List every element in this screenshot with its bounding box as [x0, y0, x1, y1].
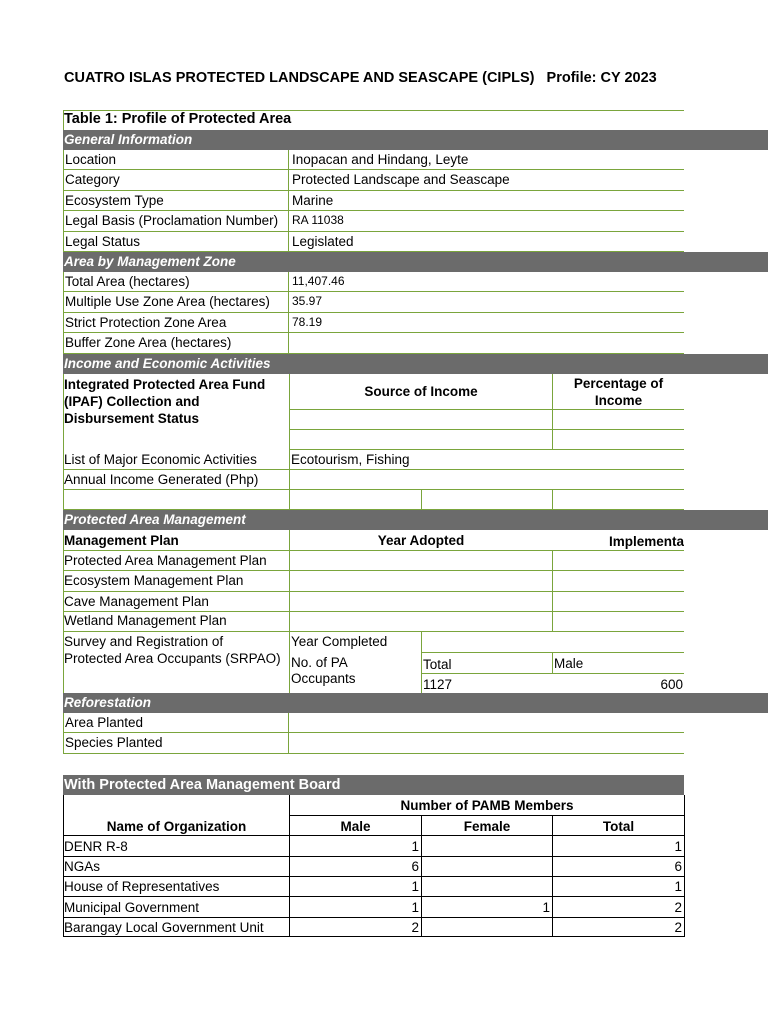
general-info-label: Ecosystem Type	[65, 192, 164, 208]
plan-row: Protected Area Management Plan	[64, 553, 267, 568]
pamb-total: 1	[674, 839, 682, 854]
general-info-label: Location	[65, 152, 117, 167]
general-info-value: Protected Landscape and Seascape	[292, 172, 510, 188]
general-info-label: Legal Status	[65, 233, 141, 249]
plan-row: Ecosystem Management Plan	[64, 573, 244, 588]
occupants-label-line2: Occupants	[291, 671, 356, 686]
zone-area-label: Multiple Use Zone Area (hectares)	[65, 294, 270, 310]
general-info-row	[63, 191, 684, 211]
general-info-value: Legislated	[292, 233, 354, 249]
plan-row: Wetland Management Plan	[64, 613, 227, 628]
section-area-by-zone: Area by Management Zone	[63, 252, 768, 272]
zone-area-label: Strict Protection Zone Area	[65, 314, 227, 330]
pamb-org: DENR R-8	[64, 839, 128, 854]
zone-area-label: Total Area (hectares)	[65, 274, 190, 289]
pamb-male: 6	[411, 859, 419, 875]
source-of-income-header: Source of Income	[364, 384, 478, 399]
occupants-total-label: Total	[423, 657, 452, 672]
section-reforestation: Reforestation	[63, 693, 768, 713]
pamb-members-header: Number of PAMB Members	[400, 798, 574, 813]
pamb-total: 2	[674, 919, 682, 935]
reforestation-value	[291, 713, 683, 732]
pamb-org: NGAs	[64, 859, 101, 875]
pamb-col-organization: Name of Organization	[106, 819, 247, 834]
zone-area-value: 35.97	[292, 294, 323, 309]
annual-income-label: Annual Income Generated (Php)	[64, 472, 259, 487]
zone-area-row	[63, 313, 684, 333]
pamb-total: 2	[674, 899, 682, 915]
general-info-row	[63, 170, 684, 190]
zone-area-value: 11,407.46	[292, 274, 345, 288]
pamb-male: 1	[411, 899, 419, 915]
reforestation-row	[63, 713, 684, 733]
table-row-line	[63, 876, 685, 877]
zone-area-label: Buffer Zone Area (hectares)	[65, 335, 232, 351]
table-row-line	[63, 896, 685, 897]
pamb-col-female: Female	[463, 819, 511, 834]
year-completed-label: Year Completed	[291, 634, 388, 649]
activities-label: List of Major Economic Activities	[64, 452, 257, 467]
pamb-male: 1	[411, 879, 419, 895]
general-info-value: RA 11038	[292, 213, 344, 228]
management-plan-header: Management Plan	[64, 533, 179, 548]
section-general-information: General Information	[63, 130, 768, 150]
general-info-label: Legal Basis (Proclamation Number)	[65, 213, 279, 229]
ipaf-label: Integrated Protected Area Fund (IPAF) Collection and Disbursement Status	[64, 377, 266, 426]
pamb-male: 1	[411, 839, 419, 854]
pamb-header: With Protected Area Management Board	[63, 775, 684, 795]
table-caption: Table 1: Profile of Protected Area	[64, 111, 292, 127]
table-row-line	[63, 856, 685, 857]
reforestation-label: Species Planted	[65, 735, 163, 751]
srpao-label-line1: Survey and Registration of	[64, 634, 224, 649]
pamb-org: Municipal Government	[64, 899, 200, 915]
section-income: Income and Economic Activities	[63, 354, 768, 374]
zone-area-value: 78.19	[292, 314, 323, 329]
general-info-value: Marine	[292, 192, 334, 208]
activities-value: Ecotourism, Fishing	[291, 452, 410, 467]
plan-row: Cave Management Plan	[64, 594, 209, 609]
pamb-org: Barangay Local Government Unit	[64, 919, 264, 935]
pamb-col-male: Male	[340, 819, 371, 834]
general-info-row	[63, 211, 684, 231]
occupants-male-value: 600	[660, 677, 683, 692]
reforestation-label: Area Planted	[65, 715, 144, 730]
general-info-label: Category	[65, 172, 120, 188]
reforestation-value	[291, 733, 683, 752]
section-pa-management: Protected Area Management	[63, 510, 768, 530]
pamb-male: 2	[411, 919, 419, 935]
pamb-total: 6	[674, 859, 682, 875]
table-row-line	[63, 917, 685, 918]
pamb-col-total: Total	[602, 819, 635, 834]
occupants-total-value: 1127	[423, 677, 453, 692]
year-adopted-header: Year Adopted	[377, 533, 465, 548]
general-info-row	[63, 232, 684, 252]
pamb-org: House of Representatives	[64, 879, 220, 895]
zone-area-row	[63, 292, 684, 312]
srpao-label-line2: Protected Area Occupants (SRPAO)	[64, 651, 281, 666]
zone-area-value	[291, 333, 683, 352]
zone-area-row	[63, 333, 684, 353]
implementation-header: Implementa	[609, 534, 684, 549]
general-info-value: Inopacan and Hindang, Leyte	[292, 152, 469, 167]
pamb-female: 1	[542, 899, 550, 915]
general-info-row	[63, 150, 684, 170]
percentage-header-line1: Percentage of	[573, 376, 664, 391]
reforestation-row	[63, 733, 684, 753]
page-title: CUATRO ISLAS PROTECTED LANDSCAPE AND SEASCAPE (CIPLS) Profile: CY 2023	[64, 70, 657, 86]
pamb-total: 1	[674, 879, 682, 895]
zone-area-row	[63, 272, 684, 292]
occupants-male-label: Male	[554, 656, 584, 671]
percentage-header-line2: Income	[594, 393, 643, 408]
occupants-label-line1: No. of PA	[291, 655, 348, 670]
